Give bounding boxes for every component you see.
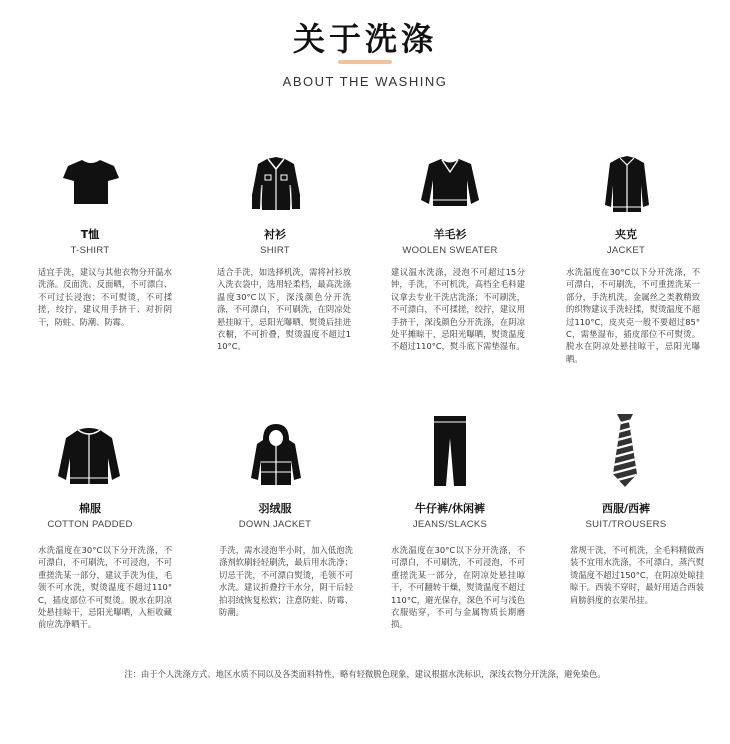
item-name-en: T-SHIRT — [70, 245, 110, 256]
down-jacket-icon — [249, 422, 303, 486]
item-name-en: JACKET — [606, 245, 646, 256]
footer-note: 注：由于个人洗涤方式、地区水质不同以及各类面料特性，略有轻微脱色现象，建议根据水洗标识，深浅衣物分开洗涤，避免染色。 — [124, 669, 606, 679]
item-description: 适宜手洗，建议与其他衣物分开温水洗涤。反面洗、反面晒，不可漂白、不可过长浸泡；不可熨烫，不可揉搓，绞拧，建议用手挤干、对折阴干，防蛀、防潮、防霉。 — [38, 267, 172, 327]
item-name-cn: 西服/西裤 — [601, 502, 651, 515]
jacket-icon — [603, 155, 651, 213]
item-name-en: JEANS/SLACKS — [412, 519, 488, 530]
jeans-icon — [432, 414, 468, 488]
page-subtitle: ABOUT THE WASHING — [282, 74, 448, 89]
item-name-en: WOOLEN SWEATER — [402, 245, 498, 256]
item-name-cn: 羽绒服 — [258, 502, 292, 515]
item-description: 水洗温度在30°C以下分开洗涤，不可漂白，不可刷洗，不可浸泡，不可重搓洗某一部分，建议手洗为佳，毛领不可水洗，熨烫温度不超过110°C，插皮部位不可熨烫。脱水在阴凉处悬挂晾干，忌阳光曝晒，入柜收藏前应洗净晒干。 — [38, 545, 172, 630]
item-name-en: SUIT/TROUSERS — [585, 519, 667, 530]
shirt-icon — [250, 155, 302, 211]
item-name-en: DOWN JACKET — [238, 519, 312, 530]
item-name-en: SHIRT — [260, 245, 290, 256]
page-title: 关于洗涤 — [292, 20, 437, 58]
item-name-cn: 羊毛衫 — [433, 228, 467, 241]
item-description: 水洗温度在30°C以下分开洗涤，不可漂白，不可刷洗，不可重搓洗某一部分，手洗机洗，金属丝之类教精致的织物建议手洗轻揉，熨烫温度不超过110°C，皮夹克一般不要超过85°C，需垫湿布，插皮部位不可熨烫。脱水在阴凉处悬挂晾干，忌阳光曝晒。 — [566, 267, 700, 364]
item-description: 适合手洗，如选择机洗，需将衬衫放入洗衣袋中，选用轻柔档，最高洗涤温度30°C以下，深浅颜色分开洗涤，不可漂白，不可刷洗，在阴凉处悬挂晾干，忌阳光曝晒，熨烫后挂进衣橱，不可折叠，熨烫温度不超过110°C。 — [217, 267, 351, 352]
cotton-padded-icon — [56, 426, 122, 486]
item-name-en: COTTON PADDED — [47, 519, 133, 530]
tie-icon — [610, 412, 640, 488]
item-description: 水洗温度在30°C以下分开洗涤，不可漂白，不可刷洗，不可浸泡，不可重搓洗某一部分，在阴凉处悬挂晾干，不可翻转干燥，熨烫温度不超过110°C，避光保存，深色不可与浅色衣服贴穿，不可与金属物质长期磨损。 — [391, 545, 525, 630]
sweater-icon — [419, 156, 481, 208]
item-name-cn: 棉服 — [79, 502, 101, 515]
item-description: 手洗，需水浸泡半小时，加入低泡洗涤剂软刷轻轻刷洗，最后用水洗净；切忌干洗，不可漂白熨烫，毛领不可水洗。建议折叠拧干水分，阴干后轻拍羽绒恢复松软；注意防蛀、防霉、防潮。 — [219, 545, 353, 618]
item-name-cn: T恤 — [80, 228, 100, 241]
item-name-cn: 夹克 — [615, 228, 637, 241]
item-name-cn: 衬衫 — [264, 228, 286, 241]
item-description: 常规干洗，不可机洗，全毛料精做西装不宜用水洗涤，不可漂白，蒸汽熨烫温度不超过150°C，在阴凉处晾挂晾干。西装不穿时，最好用适合西装肩膀斜度的衣架吊挂。 — [570, 545, 704, 605]
item-description: 建议温水洗涤，浸泡不可超过15分钟，手洗，不可机洗，高档全毛料建议拿去专业干洗店洗涤；不可刷洗，不可漂白，不可揉搓，绞拧，建议用手挤干，深浅颜色分开洗涤，在阴凉处平摊晾干，忌阳光曝晒，熨烫温度不超过110°C，熨斗底下需垫湿布。 — [391, 267, 525, 352]
tshirt-icon — [62, 156, 120, 206]
item-name-cn: 牛仔裤/休闲裤 — [414, 502, 486, 515]
title-accent-bar — [338, 60, 392, 64]
